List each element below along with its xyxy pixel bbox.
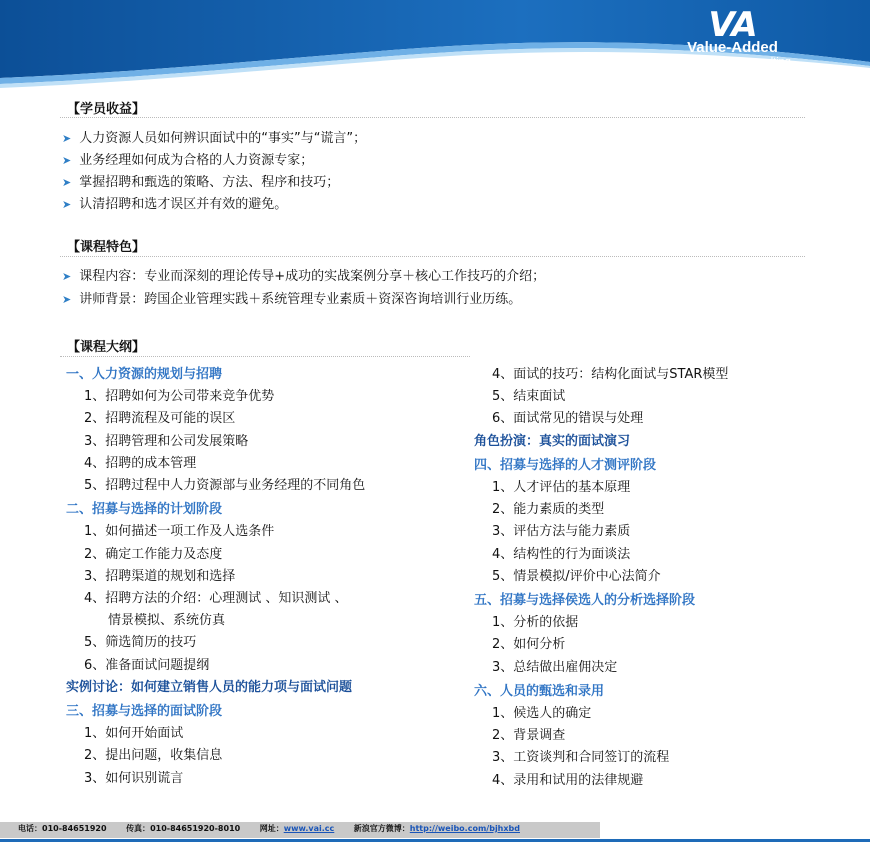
outline-item: 3、评估方法与能力素质 — [492, 524, 631, 540]
brand-logo — [640, 5, 825, 68]
outline-item: 3、总结做出雇佣决定 — [492, 659, 618, 675]
outline-item: 4、面试的技巧：结构化面试与STAR模型 — [492, 367, 729, 382]
outline-item: 4、招聘的成本管理 — [84, 455, 197, 471]
outline-heading: 五、招募与选择侯选人的分析选择阶段 — [474, 593, 696, 608]
outline-heading: 二、招募与选择的计划阶段 — [66, 502, 223, 518]
arrow-bullet-icon: ➤ — [62, 132, 72, 145]
outline-item: 2、招聘流程及可能的误区 — [84, 411, 236, 427]
outline-item: 3、招聘管理和公司发展策略 — [84, 433, 249, 449]
outline-item: 1、人才评估的基本原理 — [492, 480, 631, 495]
divider — [60, 356, 470, 357]
outline-item: 3、工资谈判和合同签订的流程 — [492, 750, 670, 766]
footer-contact: 电话：010-84651920 传真：010-84651920-8010 网址：www.vai.cc 新浪官方微博：http://weibo.com/bjhxbd — [18, 824, 520, 833]
benefit-item: ➤ 掌握招聘和甄选的策略、方法、程序和技巧； — [62, 175, 340, 190]
logo-mark: VA — [708, 5, 757, 45]
outline-item: 4、结构性的行为面谈法 — [492, 546, 631, 562]
outline-item: 5、筛选简历的技巧 — [84, 635, 197, 651]
logo-name: Value-Added — [687, 39, 778, 56]
outline-item: 5、情景模拟/评价中心法简介 — [492, 568, 661, 584]
divider — [60, 117, 805, 118]
arrow-bullet-icon: ➤ — [62, 176, 72, 189]
benefit-item: ➤ 业务经理如何成为合格的人力资源专家； — [62, 153, 314, 168]
outline-item: 6、准备面试问题提纲 — [84, 657, 210, 673]
outline-item: 5、招聘过程中人力资源部与业务经理的不同角色 — [84, 478, 366, 493]
benefit-item: ➤ 人力资源人员如何辨识面试中的“事实”与“谎言”； — [62, 131, 367, 146]
outline-heading: 六、人员的甄选和录用 — [474, 683, 605, 699]
outline-item: 1、如何描述一项工作及人选条件 — [84, 524, 275, 540]
arrow-bullet-icon: ➤ — [62, 198, 72, 211]
outline-item-continuation: 情景模拟、系统仿真 — [108, 613, 226, 629]
outline-item: 4、招聘方法的介绍：心理测试 、知识测试 、 — [84, 591, 348, 606]
feature-item: ➤ 课程内容：专业而深刻的理论传导+成功的实战案例分享＋核心工作技巧的介绍； — [62, 269, 546, 284]
logo-tagline: management consulting — [674, 56, 791, 68]
features-title: 【课程特色】 — [67, 240, 146, 255]
outline-item: 2、如何分析 — [492, 637, 566, 653]
outline-item: 4、录用和试用的法律规避 — [492, 772, 644, 788]
feature-item: ➤ 讲师背景：跨国企业管理实践＋系统管理专业素质＋资深咨询培训行业历练。 — [62, 292, 522, 307]
outline-item: 6、面试常见的错误与处理 — [492, 411, 644, 427]
outline-item: 2、提出问题，收集信息 — [84, 748, 223, 764]
outline-case-study: 实例讨论：如何建立销售人员的能力项与面试问题 — [66, 679, 353, 695]
footer-website-link[interactable]: www.vai.cc — [283, 824, 335, 833]
benefits-title: 【学员收益】 — [67, 102, 146, 117]
outline-item: 1、分析的依据 — [492, 615, 579, 631]
outline-title: 【课程大纲】 — [67, 340, 146, 355]
divider — [60, 256, 805, 257]
outline-item: 3、如何识别谎言 — [84, 770, 184, 786]
outline-item: 2、背景调查 — [492, 728, 566, 744]
footer-phone: 010-84651920 — [42, 824, 107, 833]
arrow-bullet-icon: ➤ — [62, 293, 72, 306]
outline-item: 1、如何开始面试 — [84, 726, 184, 742]
outline-item: 2、确定工作能力及态度 — [84, 546, 223, 562]
footer-fax: 010-84651920-8010 — [150, 824, 241, 833]
outline-heading: 三、招募与选择的面试阶段 — [66, 704, 223, 719]
header-banner — [0, 0, 870, 95]
benefit-item: ➤ 认清招聘和选才误区并有效的避免。 — [62, 197, 288, 212]
outline-item: 2、能力素质的类型 — [492, 502, 605, 518]
footer-weibo-link[interactable]: http://weibo.com/bjhxbd — [409, 824, 520, 833]
outline-item: 1、候选人的确定 — [492, 706, 592, 721]
footer — [0, 820, 870, 842]
outline-item: 5、结束面试 — [492, 389, 566, 405]
outline-case-study: 角色扮演：真实的面试演习 — [474, 433, 631, 449]
outline-heading: 一、人力资源的规划与招聘 — [66, 367, 223, 382]
outline-item: 1、招聘如何为公司带来竞争优势 — [84, 389, 275, 405]
arrow-bullet-icon: ➤ — [62, 154, 72, 167]
outline-heading: 四、招募与选择的人才测评阶段 — [474, 457, 657, 473]
outline-item: 3、招聘渠道的规划和选择 — [84, 568, 236, 584]
arrow-bullet-icon: ➤ — [62, 270, 72, 283]
